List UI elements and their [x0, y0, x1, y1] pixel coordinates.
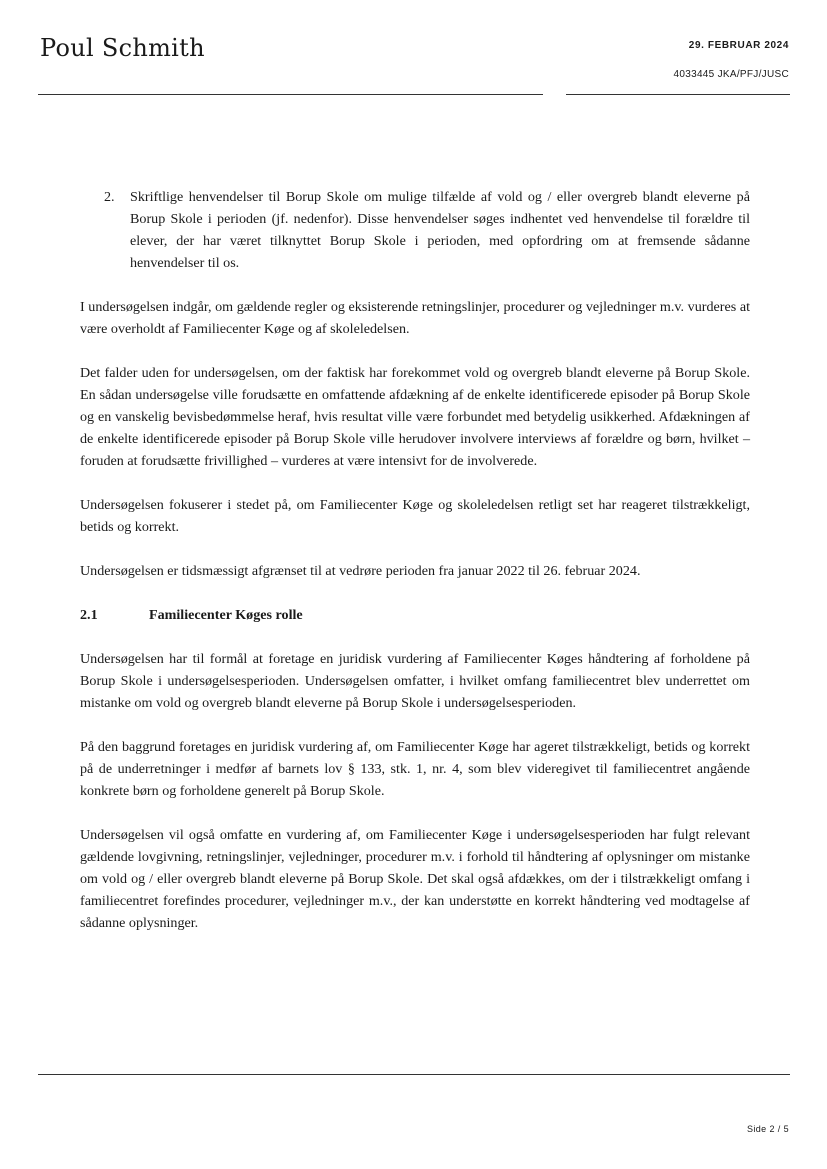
numbered-list-item [80, 186, 750, 274]
section-heading [80, 604, 750, 626]
section-title: Familiecenter Køges rolle [149, 607, 303, 623]
document-body [80, 186, 750, 956]
paragraph-scope: I undersøgelsen indgår, om gældende regler og eksisterende retningslinjer, procedurer og vejledninger m.v. vurderes at være overholdt af Familiecenter Køge og af skoleledelsen. [80, 299, 750, 337]
paragraph-purpose: Undersøgelsen har til formål at foretage en juridisk vurdering af Familiecenter Køges håndtering af forholdene på Borup Skole i undersøgelsesperioden. Undersøgelsen omfatter, i hvilket omfang familiecentret blev underrettet om mistanke om vold og overgreb blandt eleverne på Borup Skole i undersøgelsesperioden. [80, 651, 750, 711]
document-reference: 4033445 JKA/PFJ/JUSC [673, 69, 789, 80]
firm-logo: Poul Schmith [40, 34, 205, 62]
page-number: Side 2 / 5 [746, 1124, 789, 1134]
paragraph-period: Undersøgelsen er tidsmæssigt afgrænset til at vedrøre perioden fra januar 2022 til 26. februar 2024. [80, 563, 641, 579]
list-item-number: 2. [104, 189, 115, 205]
paragraph-compliance: Undersøgelsen vil også omfatte en vurdering af, om Familiecenter Køge i undersøgelsesperioden har fulgt relevant gældende lovgivning, retningslinjer, vejledninger, procedurer m.v. i forhold til håndtering af oplysninger om mistanke om vold og / eller overgreb blandt eleverne på Borup Skole. Det skal også afdækkes, om der i tilstrækkeligt omfang i familiecentret forefindes procedurer, vejledninger m.v., der kan understøtte en korrekt håndtering ved modtagelse af sådanne oplysninger. [80, 827, 750, 931]
header-divider-left [38, 94, 543, 95]
paragraph-focus: Undersøgelsen fokuserer i stedet på, om Familiecenter Køge og skoleledelsen retligt set har reageret tilstrækkeligt, betids og korrekt. [80, 497, 750, 535]
footer-divider [38, 1074, 790, 1075]
list-item-text: Skriftlige henvendelser til Borup Skole om mulige tilfælde af vold og / eller overgreb blandt eleverne på Borup Skole i perioden (jf. nedenfor). Disse henvendelser søges indhentet ved henvendelse til forældre til elever, der har været tilknyttet Borup Skole i perioden, med opfordring om at fremsende sådanne henvendelser til os. [130, 189, 750, 271]
paragraph-assessment: På den baggrund foretages en juridisk vurdering af, om Familiecenter Køge har ageret tilstrækkeligt, betids og korrekt på de underretninger i medfør af barnets lov § 133, stk. 1, nr. 4, som blev videregivet til familiecentret angående konkrete børn og forholdene generelt på Borup Skole. [80, 739, 750, 799]
header-divider-right [566, 94, 790, 95]
document-date: 29. FEBRUAR 2024 [688, 40, 789, 51]
paragraph-exclusion: Det falder uden for undersøgelsen, om der faktisk har forekommet vold og overgreb blandt eleverne på Borup Skole. En sådan undersøgelse ville forudsætte en omfattende afdækning af de enkelte identificerede episoder på Borup Skole og en vanskelig bevisbedømmelse heraf, hvis resultat ville være forbundet med betydelig usikkerhed. Afdækningen af de enkelte identificerede episoder på Borup Skole ville herudover involvere interviews af forældre og børn, hvilket – foruden at forudsætte frivillighed – vurderes at være intensivt for de involverede. [80, 365, 750, 469]
section-number: 2.1 [80, 607, 98, 623]
